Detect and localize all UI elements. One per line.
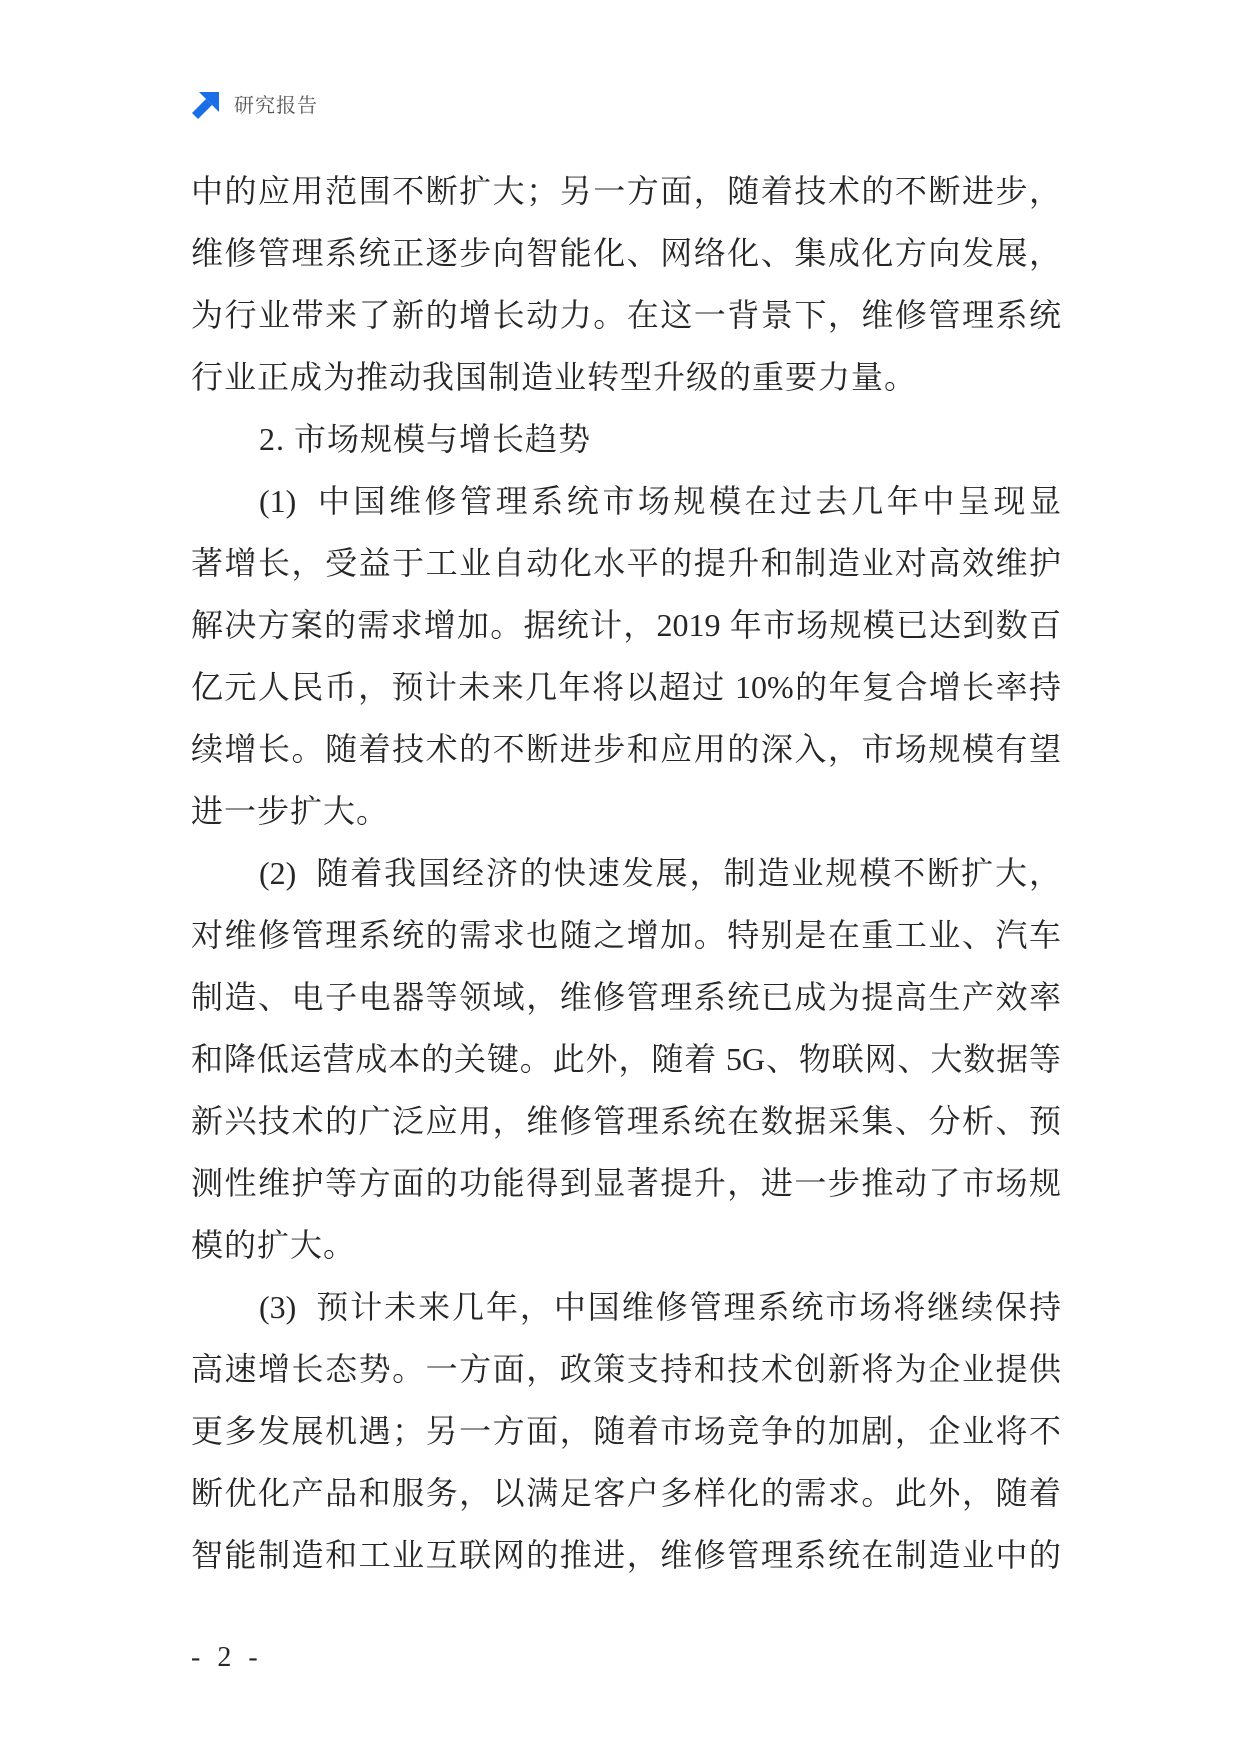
- text-line: 中的应用范围不断扩大；另一方面，随着技术的不断进步，: [191, 173, 1061, 209]
- list-item-3: [191, 1276, 1061, 1586]
- section-heading: 2. 市场规模与增长趋势: [259, 421, 592, 457]
- text-line: 模的扩大。: [191, 1227, 357, 1263]
- text-line: [191, 470, 1061, 532]
- line-text: 随着我国经济的快速发展，制造业规模不断扩大，: [314, 855, 1061, 891]
- list-item-2: [191, 842, 1061, 1276]
- line-text: 中国维修管理系统市场规模在过去几年中呈现显: [314, 483, 1061, 519]
- item-marker: (2): [259, 855, 297, 891]
- text-line: 新兴技术的广泛应用，维修管理系统在数据采集、分析、预: [191, 1103, 1061, 1139]
- text-line: 和降低运营成本的关键。此外，随着 5G、物联网、大数据等: [191, 1041, 1061, 1077]
- text-line: 高速增长态势。一方面，政策支持和技术创新将为企业提供: [191, 1351, 1061, 1387]
- text-line: 著增长，受益于工业自动化水平的提升和制造业对高效维护: [191, 545, 1061, 581]
- text-line: 测性维护等方面的功能得到显著提升，进一步推动了市场规: [191, 1165, 1061, 1201]
- item-marker: (1): [259, 483, 297, 519]
- page-header: [191, 90, 318, 120]
- text-line: 为行业带来了新的增长动力。在这一背景下，维修管理系统: [191, 297, 1061, 333]
- item-marker: (3): [259, 1289, 297, 1325]
- arrow-up-right-icon: [191, 91, 220, 120]
- page-number: - 2 -: [191, 1642, 263, 1673]
- text-line: 断优化产品和服务，以满足客户多样化的需求。此外，随着: [191, 1475, 1061, 1511]
- header-label: 研究报告: [234, 93, 318, 117]
- text-line: [191, 842, 1061, 904]
- line-text: 预计未来几年，中国维修管理系统市场将继续保持: [314, 1289, 1061, 1325]
- text-line: 进一步扩大。: [191, 793, 390, 829]
- list-item-1: [191, 470, 1061, 842]
- text-line: 更多发展机遇；另一方面，随着市场竞争的加剧，企业将不: [191, 1413, 1061, 1449]
- text-line: 智能制造和工业互联网的推进，维修管理系统在制造业中的: [191, 1537, 1061, 1573]
- intro-paragraph: [191, 160, 1061, 408]
- text-line: 行业正成为推动我国制造业转型升级的重要力量。: [191, 359, 918, 395]
- text-line: 对维修管理系统的需求也随之增加。特别是在重工业、汽车: [191, 917, 1061, 953]
- text-line: 亿元人民币，预计未来几年将以超过 10%的年复合增长率持: [191, 669, 1061, 705]
- document-body: [191, 160, 1061, 1586]
- text-line: [191, 1276, 1061, 1338]
- text-line: 制造、电子电器等领域，维修管理系统已成为提高生产效率: [191, 979, 1061, 1015]
- text-line: 续增长。随着技术的不断进步和应用的深入，市场规模有望: [191, 731, 1061, 767]
- text-line: 维修管理系统正逐步向智能化、网络化、集成化方向发展，: [191, 235, 1061, 271]
- text-line: 解决方案的需求增加。据统计，2019 年市场规模已达到数百: [191, 607, 1061, 643]
